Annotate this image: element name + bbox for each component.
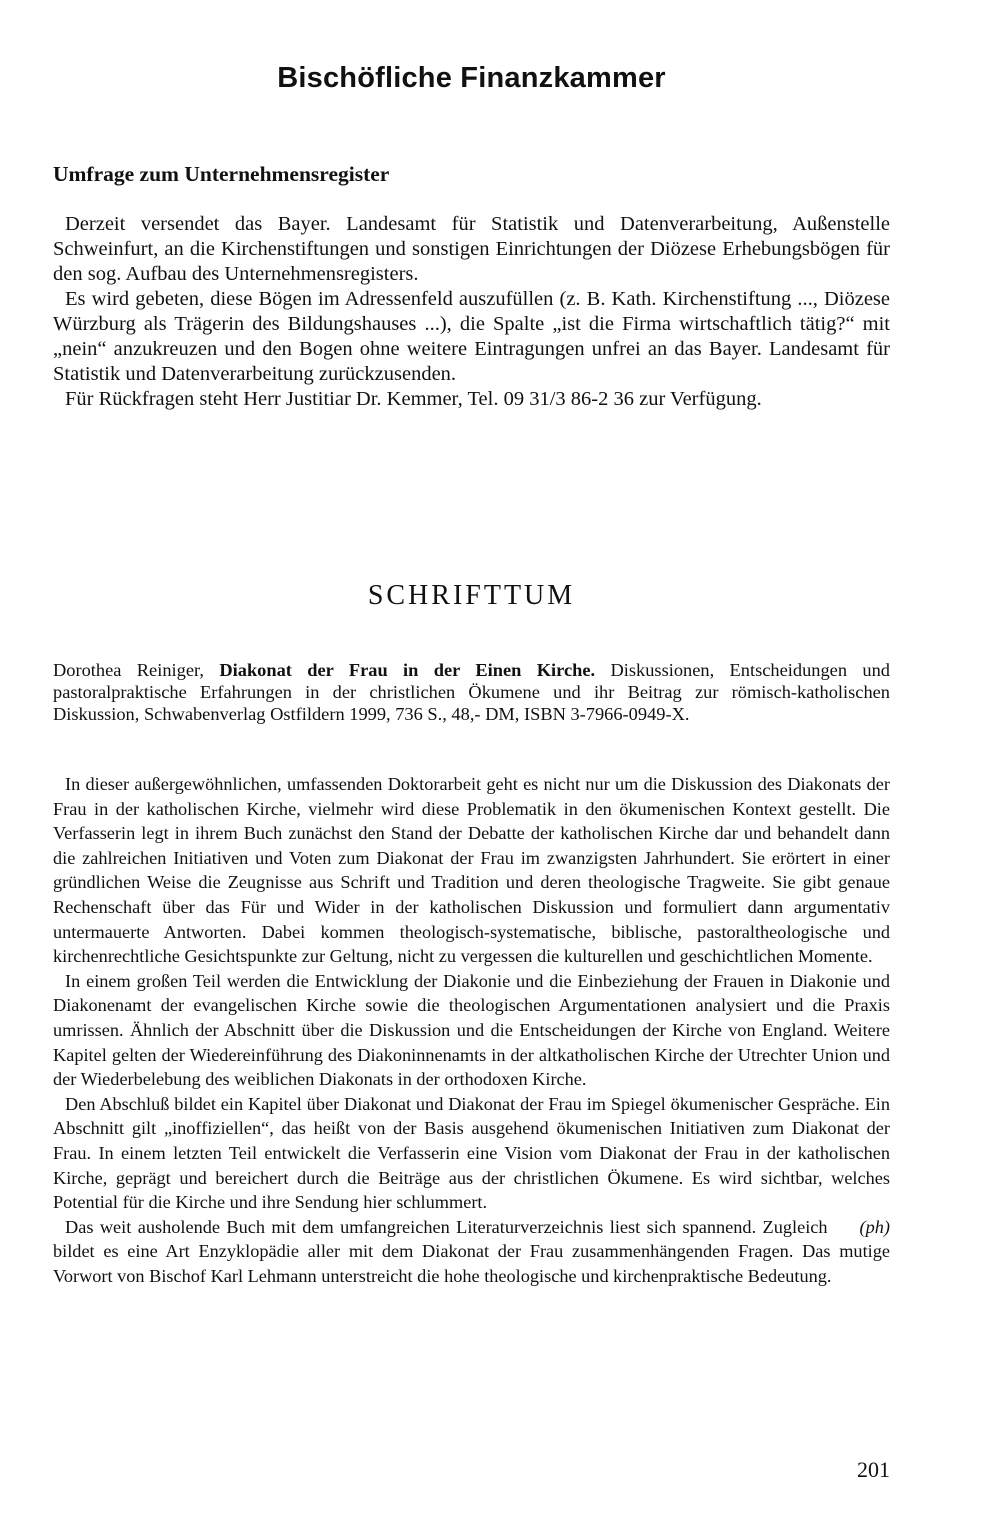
review-signature: (ph) [859, 1216, 890, 1237]
review-paragraph: Den Abschluß bildet ein Kapitel über Diakonat und Diakonat der Frau im Spiegel ökumenischer Gespräche. Ein Abschnitt gilt „inoffiziellen“, das heißt von der Basis ausgehend ökumenischen Initiativen zum Diakonat der Frau. In einem letzten Teil entwickelt die Verfasserin eine Vision vom Diakonat der Frau in der katholischen Kirche, geprägt und bereichert durch die Beiträge aus der christlichen Ökumene. Es wird sichtbar, welches Potential für die Kirche und ihre Sendung hier schlummert. [53, 1093, 890, 1213]
citation-title: Diakonat der Frau in der Einen Kirche. [219, 660, 596, 680]
document-page [53, 0, 890, 1516]
notice-heading: Umfrage zum Unternehmensregister [53, 162, 390, 186]
review-body [53, 772, 890, 1288]
book-citation [53, 659, 890, 726]
citation-author: Dorothea Reiniger, [53, 660, 204, 680]
review-paragraph: In einem großen Teil werden die Entwicklung der Diakonie und die Einbeziehung der Frauen in Diakonie und Diakonenamt der evangelischen Kirche sowie die theologischen Argumentationen analysiert und die Praxis umrissen. Ähnlich der Abschnitt über die Diskussion und die Entscheidungen der Kirche von England. Weitere Kapitel gelten der Wiedereinführung des Diakoninnenamts in der altkatholischen Kirche der Utrechter Union und der Wiederbelebung des weiblichen Diakonats in der orthodoxen Kirche. [53, 970, 890, 1090]
review-paragraph: In dieser außergewöhnlichen, umfassenden Doktorarbeit geht es nicht nur um die Diskussion des Diakonats der Frau in der katholischen Kirche, vielmehr wird diese Problematik in den ökumenischen Kontext gestellt. Die Verfasserin legt in ihrem Buch zunächst den Stand der Debatte der katholischen Kirche dar und behandelt dann die zahlreichen Initiativen und Voten zum Diakonat der Frau im zwanzigsten Jahrhundert. Sie erörtert in einer gründlichen Weise die Zeugnisse aus Schrift und Tradition und deren theologische Tragweite. Sie gibt genaue Rechenschaft über das Für und Wider in der katholischen Diskussion und formuliert dann argumentativ untermauerte Antworten. Dabei kommen theologisch-systematische, biblische, pastoraltheologische und kirchenrechtliche Gesichtspunkte zur Geltung, nicht zu vergessen die kulturellen und geschichtlichen Momente. [53, 774, 890, 967]
notice-paragraph: Für Rückfragen steht Herr Justitiar Dr. Kemmer, Tel. 09 31/3 86-2 36 zur Verfügung. [65, 388, 762, 410]
citation-text [53, 659, 890, 726]
page-number: 201 [857, 1457, 890, 1482]
notice-paragraph: Es wird gebeten, diese Bögen im Adressenfeld auszufüllen (z. B. Kath. Kirchenstiftung ..., Diözese Würzburg als Trägerin des Bildungshauses ...), die Spalte „ist die Firma wirtschaftlich tätig?“ mit „nein“ anzukreuzen und den Bogen ohne weitere Eintragungen unfrei an das Bayer. Landesamt für Statistik und Datenverarbeitung zurückzusenden. [53, 288, 890, 385]
citation-details: Diskussionen, Entscheidungen und pastoralpraktische Erfahrungen in der christlichen Ökumene und ihr Beitrag zur römisch-katholischen Diskussion, Schwabenverlag Ostfildern 1999, 736 S., 48,- DM, ISBN 3-7966-0949-X. [53, 660, 890, 725]
page-title: Bischöfliche Finanzkammer [277, 62, 666, 94]
review-paragraph-last [53, 1215, 890, 1289]
notice-body [53, 212, 890, 412]
review-paragraph-text: Das weit ausholende Buch mit dem umfangreichen Literaturverzeichnis liest sich spannend. Zugleich bildet es eine Art Enzyklopädie aller mit dem Diakonat der Frau zusammenhängenden Fragen. Das mutige Vorwort von Bischof Karl Lehmann unterstreicht die hohe theologische und kirchenpraktische Bedeutung. [53, 1216, 890, 1286]
section-heading: SCHRIFTTUM [367, 580, 576, 611]
notice-paragraph: Derzeit versendet das Bayer. Landesamt für Statistik und Datenverarbeitung, Außenstelle Schweinfurt, an die Kirchenstiftungen und sonstigen Einrichtungen der Diözese Erhebungsbögen für den sog. Aufbau des Unternehmensregisters. [53, 213, 890, 285]
